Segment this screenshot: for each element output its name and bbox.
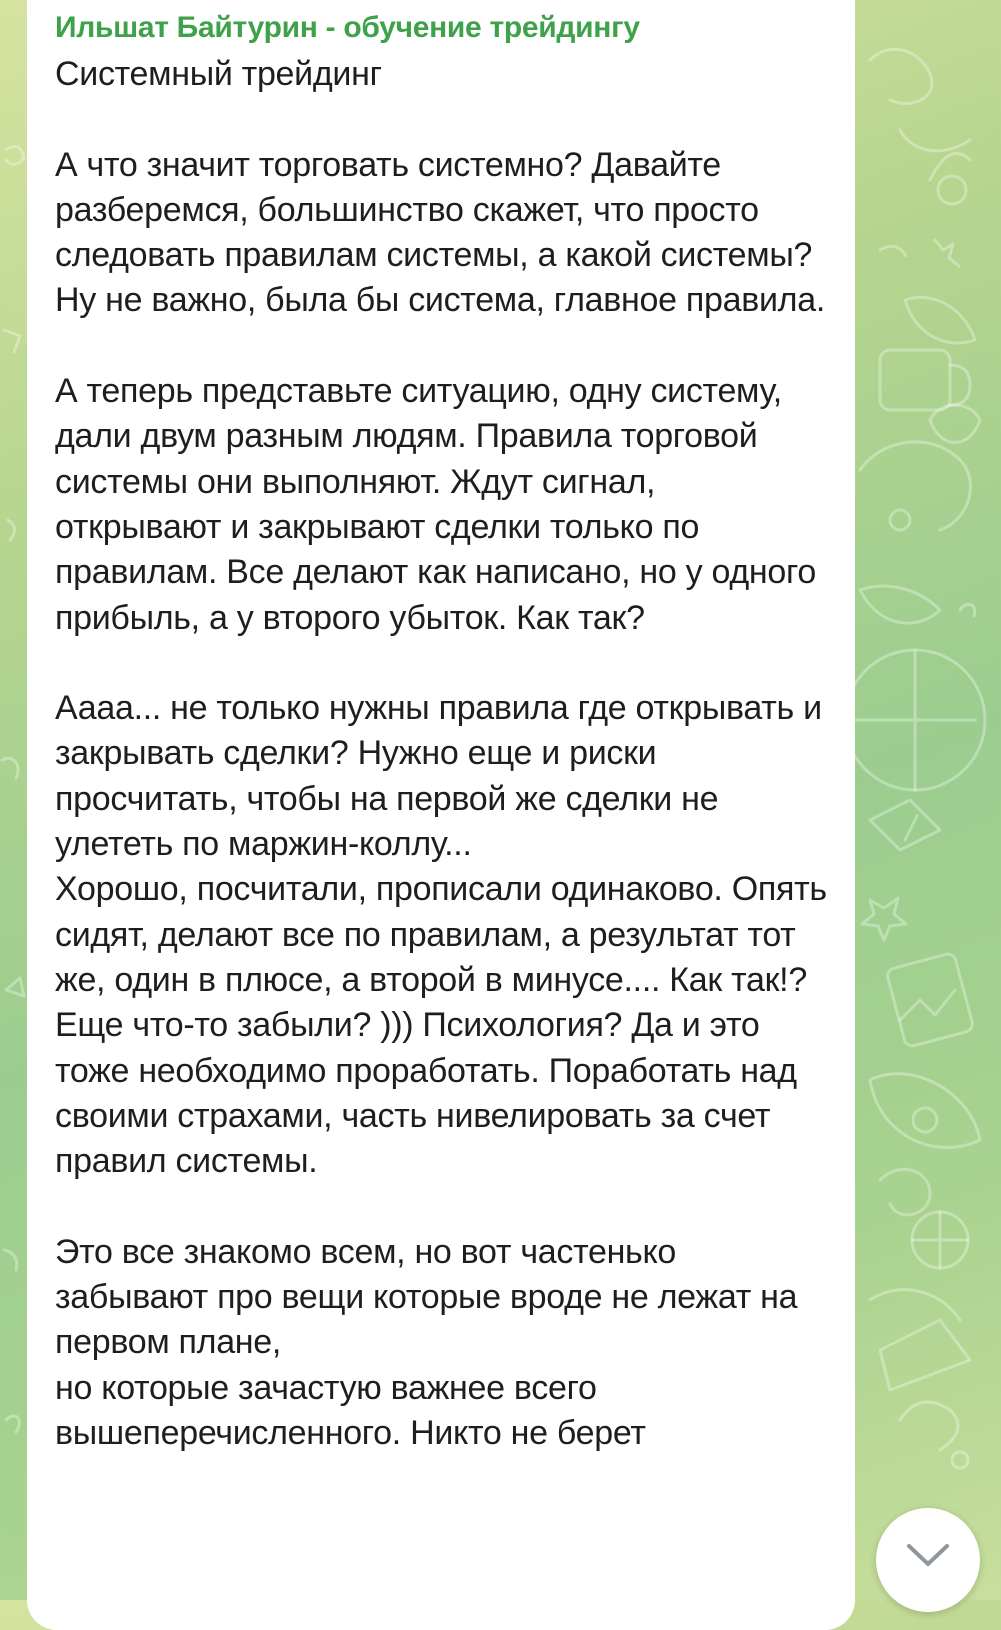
message-bubble (27, 0, 855, 1630)
sender-name[interactable]: Ильшат Байтурин - обучение трейдингу (55, 11, 640, 44)
chevron-down-icon (905, 1541, 951, 1569)
scroll-down-button[interactable] (876, 1508, 980, 1612)
message-text: Системный трейдинг А что значит торговать системно? Давайте разберемся, большинство скажет, что просто следовать правилам системы, а какой системы? Ну не важно, была бы система, главное правила. А теперь представьте ситуацию, одну систему, дали двум разным людям. Правила торговой системы они выполняют. Ждут сигнал, открывают и закрывают сделки только по правилам. Все делают как написано, но у одного прибыль, а у второго убыток. Как так? Аааа... не только нужны правила где открывать и закрывать сделки? Нужно еще и риски просчитать, чтобы на первой же сделки не улететь по маржин-коллу... Хорошо, посчитали, прописали одинаково. Опять сидят, делают все по правилам, а результат тот же, один в плюсе, а второй в минусе.... Как так!? Еще что-то забыли? ))) Психология? Да и это тоже необходимо проработать. Поработать над своими страхами, часть нивелировать за счет правил системы. Это все знакомо всем, но вот частенько забывают про вещи которые вроде не лежат на первом плане, но которые зачастую важнее всего вышеперечисленного. Никто не берет (55, 55, 827, 1452)
